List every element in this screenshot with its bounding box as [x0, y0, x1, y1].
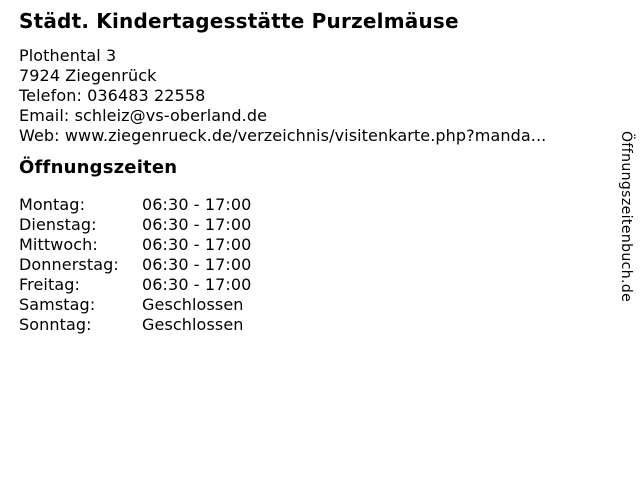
- hours-row-friday: [19, 275, 600, 295]
- hours-row-sunday: [19, 315, 600, 335]
- contact-info: [19, 46, 600, 146]
- hours-time-value: Geschlossen: [142, 315, 244, 334]
- address-city: 7924 Ziegenrück: [19, 66, 157, 85]
- hours-row-thursday: [19, 255, 600, 275]
- opening-hours-heading: Öffnungszeiten: [19, 157, 178, 178]
- hours-day-label: Sonntag:: [19, 315, 92, 334]
- address-street: Plothental 3: [19, 46, 117, 65]
- page-title: Städt. Kindertagesstätte Purzelmäuse: [19, 9, 459, 33]
- hours-day-label: Mittwoch:: [19, 235, 98, 254]
- hours-time-value: 06:30 - 17:00: [142, 195, 252, 214]
- hours-time-value: 06:30 - 17:00: [142, 235, 252, 254]
- hours-time-value: 06:30 - 17:00: [142, 215, 252, 234]
- hours-row-wednesday: [19, 235, 600, 255]
- opening-hours-table: [19, 195, 600, 335]
- hours-time-value: 06:30 - 17:00: [142, 275, 252, 294]
- hours-day-label: Dienstag:: [19, 215, 97, 234]
- hours-row-monday: [19, 195, 600, 215]
- oeffnungszeitenbuch-watermark-link[interactable]: Öffnungszeitenbuch.de: [618, 131, 634, 303]
- hours-time-value: Geschlossen: [142, 295, 244, 314]
- phone-line: Telefon: 036483 22558: [19, 86, 206, 105]
- hours-day-label: Samstag:: [19, 295, 96, 314]
- hours-day-label: Freitag:: [19, 275, 80, 294]
- hours-time-value: 06:30 - 17:00: [142, 255, 252, 274]
- hours-day-label: Montag:: [19, 195, 86, 214]
- hours-row-tuesday: [19, 215, 600, 235]
- hours-row-saturday: [19, 295, 600, 315]
- email-line: Email: schleiz@vs-oberland.de: [19, 106, 268, 125]
- website-line: Web: www.ziegenrueck.de/verzeichnis/visitenkarte.php?manda...: [19, 126, 547, 145]
- hours-day-label: Donnerstag:: [19, 255, 119, 274]
